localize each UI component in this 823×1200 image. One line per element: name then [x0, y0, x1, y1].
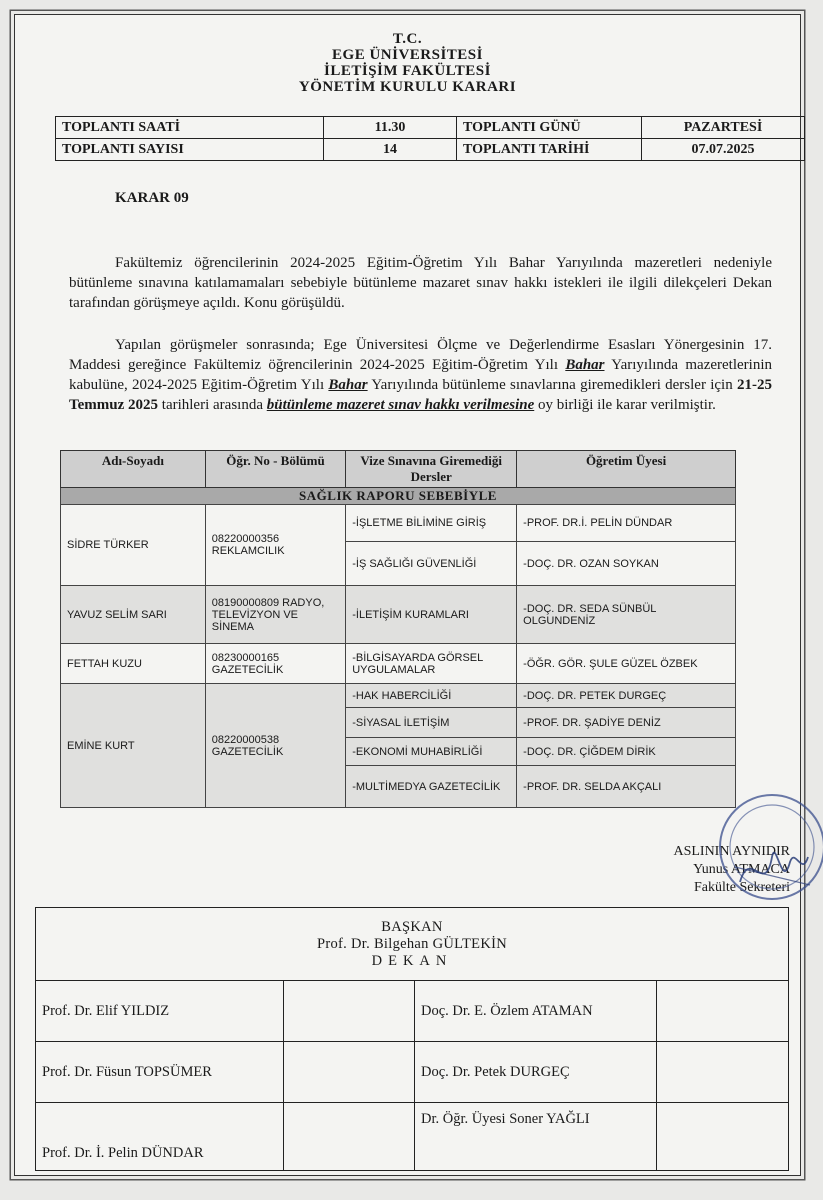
signature-row	[36, 981, 789, 1042]
section-row	[61, 488, 736, 505]
table-row	[61, 644, 736, 684]
decision-title: KARAR 09	[115, 190, 189, 206]
course-cell: -HAK HABERCİLİĞİ	[346, 684, 517, 708]
member-name: Prof. Dr. Füsun TOPSÜMER	[36, 1042, 284, 1103]
teacher-cell: -DOÇ. DR. PETEK DURGEÇ	[517, 684, 736, 708]
meeting-number-value: 14	[324, 139, 457, 161]
meeting-time-label: TOPLANTI SAATİ	[56, 117, 324, 139]
certify-title: Fakülte Sekreteri	[693, 880, 790, 895]
section-title: SAĞLIK RAPORU SEBEBİYLE	[61, 488, 736, 505]
header-tc: T.C.	[392, 31, 423, 47]
decision-paragraph-1: Fakültemiz öğrencilerinin 2024-2025 Eğitim-Öğretim Yılı Bahar Yarıyılında mazeretleri nedeniyle bütünleme sınavına katılamamaları sebebiyle bütünleme mazaret sınav hakkı istekleri ile ilgili dilekçeleri Dekan tarafından görüşmeye açıldı. Konu görüşüldü.	[69, 255, 772, 311]
signature-box	[657, 981, 789, 1042]
student-name: SİDRE TÜRKER	[61, 505, 206, 586]
member-name: Doç. Dr. Petek DURGEÇ	[415, 1042, 657, 1103]
header-board: YÖNETİM KURULU KARARI	[298, 79, 517, 95]
member-name: Prof. Dr. İ. Pelin DÜNDAR	[36, 1103, 284, 1171]
paragraph-text: tarihleri arasında	[158, 397, 267, 413]
student-number: 08230000165 GAZETECİLİK	[205, 644, 345, 684]
member-name: Doç. Dr. E. Özlem ATAMAN	[415, 981, 657, 1042]
course-cell: -EKONOMİ MUHABİRLİĞİ	[346, 738, 517, 766]
paragraph-emphasis: Bahar	[328, 377, 368, 393]
column-header-courses: Vize Sınavına Giremediği Dersler	[346, 451, 517, 488]
paragraph-text: Yarıyılında mazeretlerinin kabulüne, 2024-2025 Eğitim-Öğretim Yılı	[69, 357, 772, 393]
course-cell: -BİLGİSAYARDA GÖRSEL UYGULAMALAR	[346, 644, 517, 684]
signature-table	[35, 907, 789, 1171]
chairman-label: BAŞKAN	[381, 918, 443, 935]
paragraph-emphasis: Bahar	[565, 357, 605, 373]
exam-dates: 21-25 Temmuz 2025	[69, 377, 772, 413]
teacher-cell: -PROF. DR. SELDA AKÇALI	[517, 766, 736, 808]
header-faculty: İLETİŞİM FAKÜLTESİ	[324, 63, 491, 79]
column-header-number: Öğr. No - Bölümü	[205, 451, 345, 488]
student-name: EMİNE KURT	[61, 684, 206, 808]
meeting-number-label: TOPLANTI SAYISI	[56, 139, 324, 161]
meeting-day-label: TOPLANTI GÜNÜ	[457, 117, 642, 139]
signature-head-row	[36, 908, 789, 981]
chairman-name: Prof. Dr. Bilgehan GÜLTEKİN	[316, 935, 507, 952]
meeting-info-table	[55, 116, 805, 161]
signature-row	[36, 1103, 789, 1171]
teacher-cell: -DOÇ. DR. ÇİĞDEM DİRİK	[517, 738, 736, 766]
teacher-cell: -PROF. DR.İ. PELİN DÜNDAR	[517, 505, 736, 542]
table-header-row	[61, 451, 736, 488]
meeting-date-value: 07.07.2025	[642, 139, 805, 161]
official-stamp-icon	[710, 787, 823, 907]
course-cell: -İŞ SAĞLIĞI GÜVENLİĞİ	[346, 542, 517, 586]
student-name: FETTAH KUZU	[61, 644, 206, 684]
document-header	[15, 31, 800, 95]
student-number: 08220000538 GAZETECİLİK	[205, 684, 345, 808]
column-header-teacher: Öğretim Üyesi	[517, 451, 736, 488]
student-number: 08190000809 RADYO, TELEVİZYON VE SİNEMA	[205, 586, 345, 644]
paragraph-text: oy birliği ile karar verilmiştir.	[534, 397, 716, 413]
header-university: EGE ÜNİVERSİTESİ	[332, 47, 483, 63]
meeting-row	[56, 117, 805, 139]
student-list-table	[60, 450, 736, 808]
course-cell: -SİYASAL İLETİŞİM	[346, 708, 517, 738]
teacher-cell: -DOÇ. DR. OZAN SOYKAN	[517, 542, 736, 586]
signature-box	[284, 981, 415, 1042]
signature-row	[36, 1042, 789, 1103]
certify-label: ASLININ AYNIDIR	[673, 844, 790, 859]
student-number: 08220000356 REKLAMCILIK	[205, 505, 345, 586]
student-name: YAVUZ SELİM SARI	[61, 586, 206, 644]
dean-label: DEKAN	[371, 952, 453, 969]
signature-box	[657, 1103, 789, 1171]
document-page	[14, 14, 801, 1176]
course-cell: -İŞLETME BİLİMİNE GİRİŞ	[346, 505, 517, 542]
teacher-cell: -DOÇ. DR. SEDA SÜNBÜL OLGUNDENİZ	[517, 586, 736, 644]
table-row	[61, 684, 736, 708]
signature-box	[657, 1042, 789, 1103]
meeting-row	[56, 139, 805, 161]
meeting-date-label: TOPLANTI TARİHİ	[457, 139, 642, 161]
signature-box	[284, 1042, 415, 1103]
table-row	[61, 505, 736, 542]
teacher-cell: -ÖĞR. GÖR. ŞULE GÜZEL ÖZBEK	[517, 644, 736, 684]
paragraph-text: Yarıyılında bütünleme sınavlarına giremedikleri dersler için	[367, 377, 737, 393]
course-cell: -MULTİMEDYA GAZETECİLİK	[346, 766, 517, 808]
meeting-day-value: PAZARTESİ	[642, 117, 805, 139]
paragraph-emphasis: bütünleme mazeret sınav hakkı verilmesine	[266, 397, 535, 413]
course-cell: -İLETİŞİM KURAMLARI	[346, 586, 517, 644]
teacher-cell: -PROF. DR. ŞADİYE DENİZ	[517, 708, 736, 738]
member-name: Prof. Dr. Elif YILDIZ	[36, 981, 284, 1042]
paragraph-text: Yapılan görüşmeler sonrasında; Ege Üniversitesi Ölçme ve Değerlendirme Esasları Yönergesinin 17. Maddesi gereğince Fakültemiz öğrencilerinin 2024-2025 Eğitim-Öğretim Yılı	[69, 337, 772, 373]
chairman-cell	[36, 908, 789, 981]
column-header-name: Adı-Soyadı	[61, 451, 206, 488]
table-row	[61, 586, 736, 644]
signature-box	[284, 1103, 415, 1171]
decision-paragraph-2	[69, 335, 772, 415]
certify-name: Yunus ATMACA	[693, 862, 790, 877]
meeting-time-value: 11.30	[324, 117, 457, 139]
member-name: Dr. Öğr. Üyesi Soner YAĞLI	[415, 1103, 657, 1171]
